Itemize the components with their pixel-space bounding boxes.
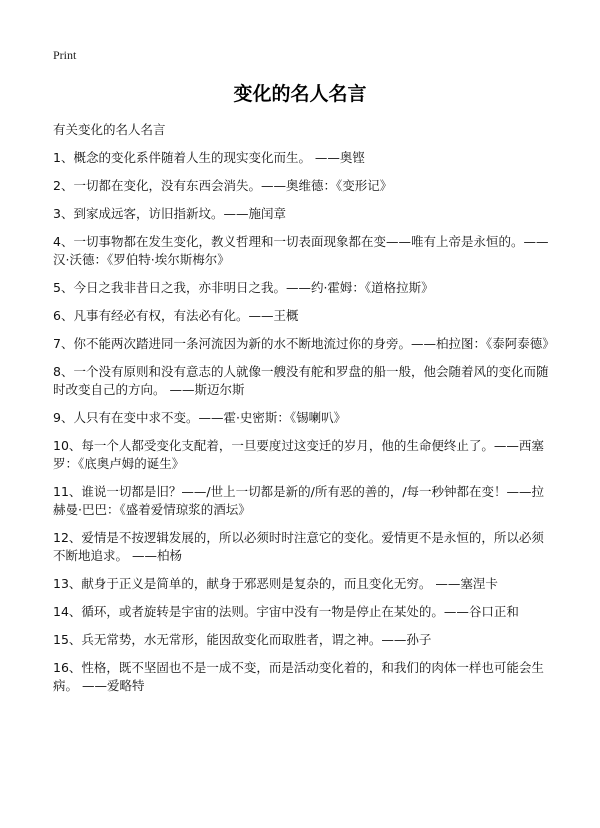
- quote-item: 1、概念的变化系伴随着人生的现实变化而生。 ——奥铿: [53, 150, 365, 165]
- quote-item: 2、一切都在变化，没有东西会消失。——奥维德：《变形记》: [53, 178, 393, 193]
- quote-item: 9、人只有在变中求不变。——霍·史密斯：《锡喇叭》: [53, 410, 347, 425]
- quote-item: 5、今日之我非昔日之我，亦非明日之我。——约·霍姆：《道格拉斯》: [53, 280, 434, 295]
- document-subtitle: 有关变化的名人名言: [53, 122, 166, 137]
- quote-item: 15、兵无常势，水无常形，能因敌变化而取胜者，谓之神。——孙子: [53, 632, 432, 647]
- quote-item: 6、凡事有经必有权，有法必有化。——王概: [53, 308, 299, 323]
- quote-item: 3、到家成远客，访旧指新坟。——施闰章: [53, 206, 286, 221]
- quote-item: 11、谁说一切都是旧？——/世上一切都是新的/所有恶的善的，/每一秒钟都在变！——拉赫曼·巴巴：《盛着爱情琼浆的酒坛》: [53, 484, 545, 517]
- quote-item: 4、一切事物都在发生变化，教义哲理和一切表面现象都在变——唯有上帝是永恒的。——汉·沃德：《罗伯特·埃尔斯梅尔》: [53, 234, 549, 267]
- quote-item: 14、循环，或者旋转是宇宙的法则。宇宙中没有一物是停止在某处的。——谷口正和: [53, 604, 519, 619]
- quote-item: 10、每一个人都受变化支配着，一旦要度过这变迁的岁月，他的生命便终止了。——西塞罗：《底奥卢姆的诞生》: [53, 438, 544, 471]
- document-body: [53, 121, 553, 705]
- page-title: 变化的名人名言: [233, 83, 367, 105]
- quote-item: 7、你不能两次踏进同一条河流因为新的水不断地流过你的身旁。——柏拉图：《泰阿泰德》: [53, 336, 555, 351]
- quote-item: 13、献身于正义是简单的，献身于邪恶则是复杂的，而且变化无穷。 ——塞涅卡: [53, 576, 498, 591]
- quote-item: 12、爱情是不按逻辑发展的，所以必须时时注意它的变化。爱情更不是永恒的，所以必须不断地追求。 ——柏杨: [53, 530, 544, 563]
- quote-item: 8、一个没有原则和没有意志的人就像一艘没有舵和罗盘的船一般，他会随着风的变化而随时改变自己的方向。 ——斯迈尔斯: [53, 364, 549, 397]
- quote-item: 16、性格，既不坚固也不是一成不变，而是活动变化着的，和我们的肉体一样也可能会生病。 ——爱略特: [53, 660, 544, 693]
- quote-list: [53, 149, 553, 695]
- print-label: Print: [53, 48, 77, 62]
